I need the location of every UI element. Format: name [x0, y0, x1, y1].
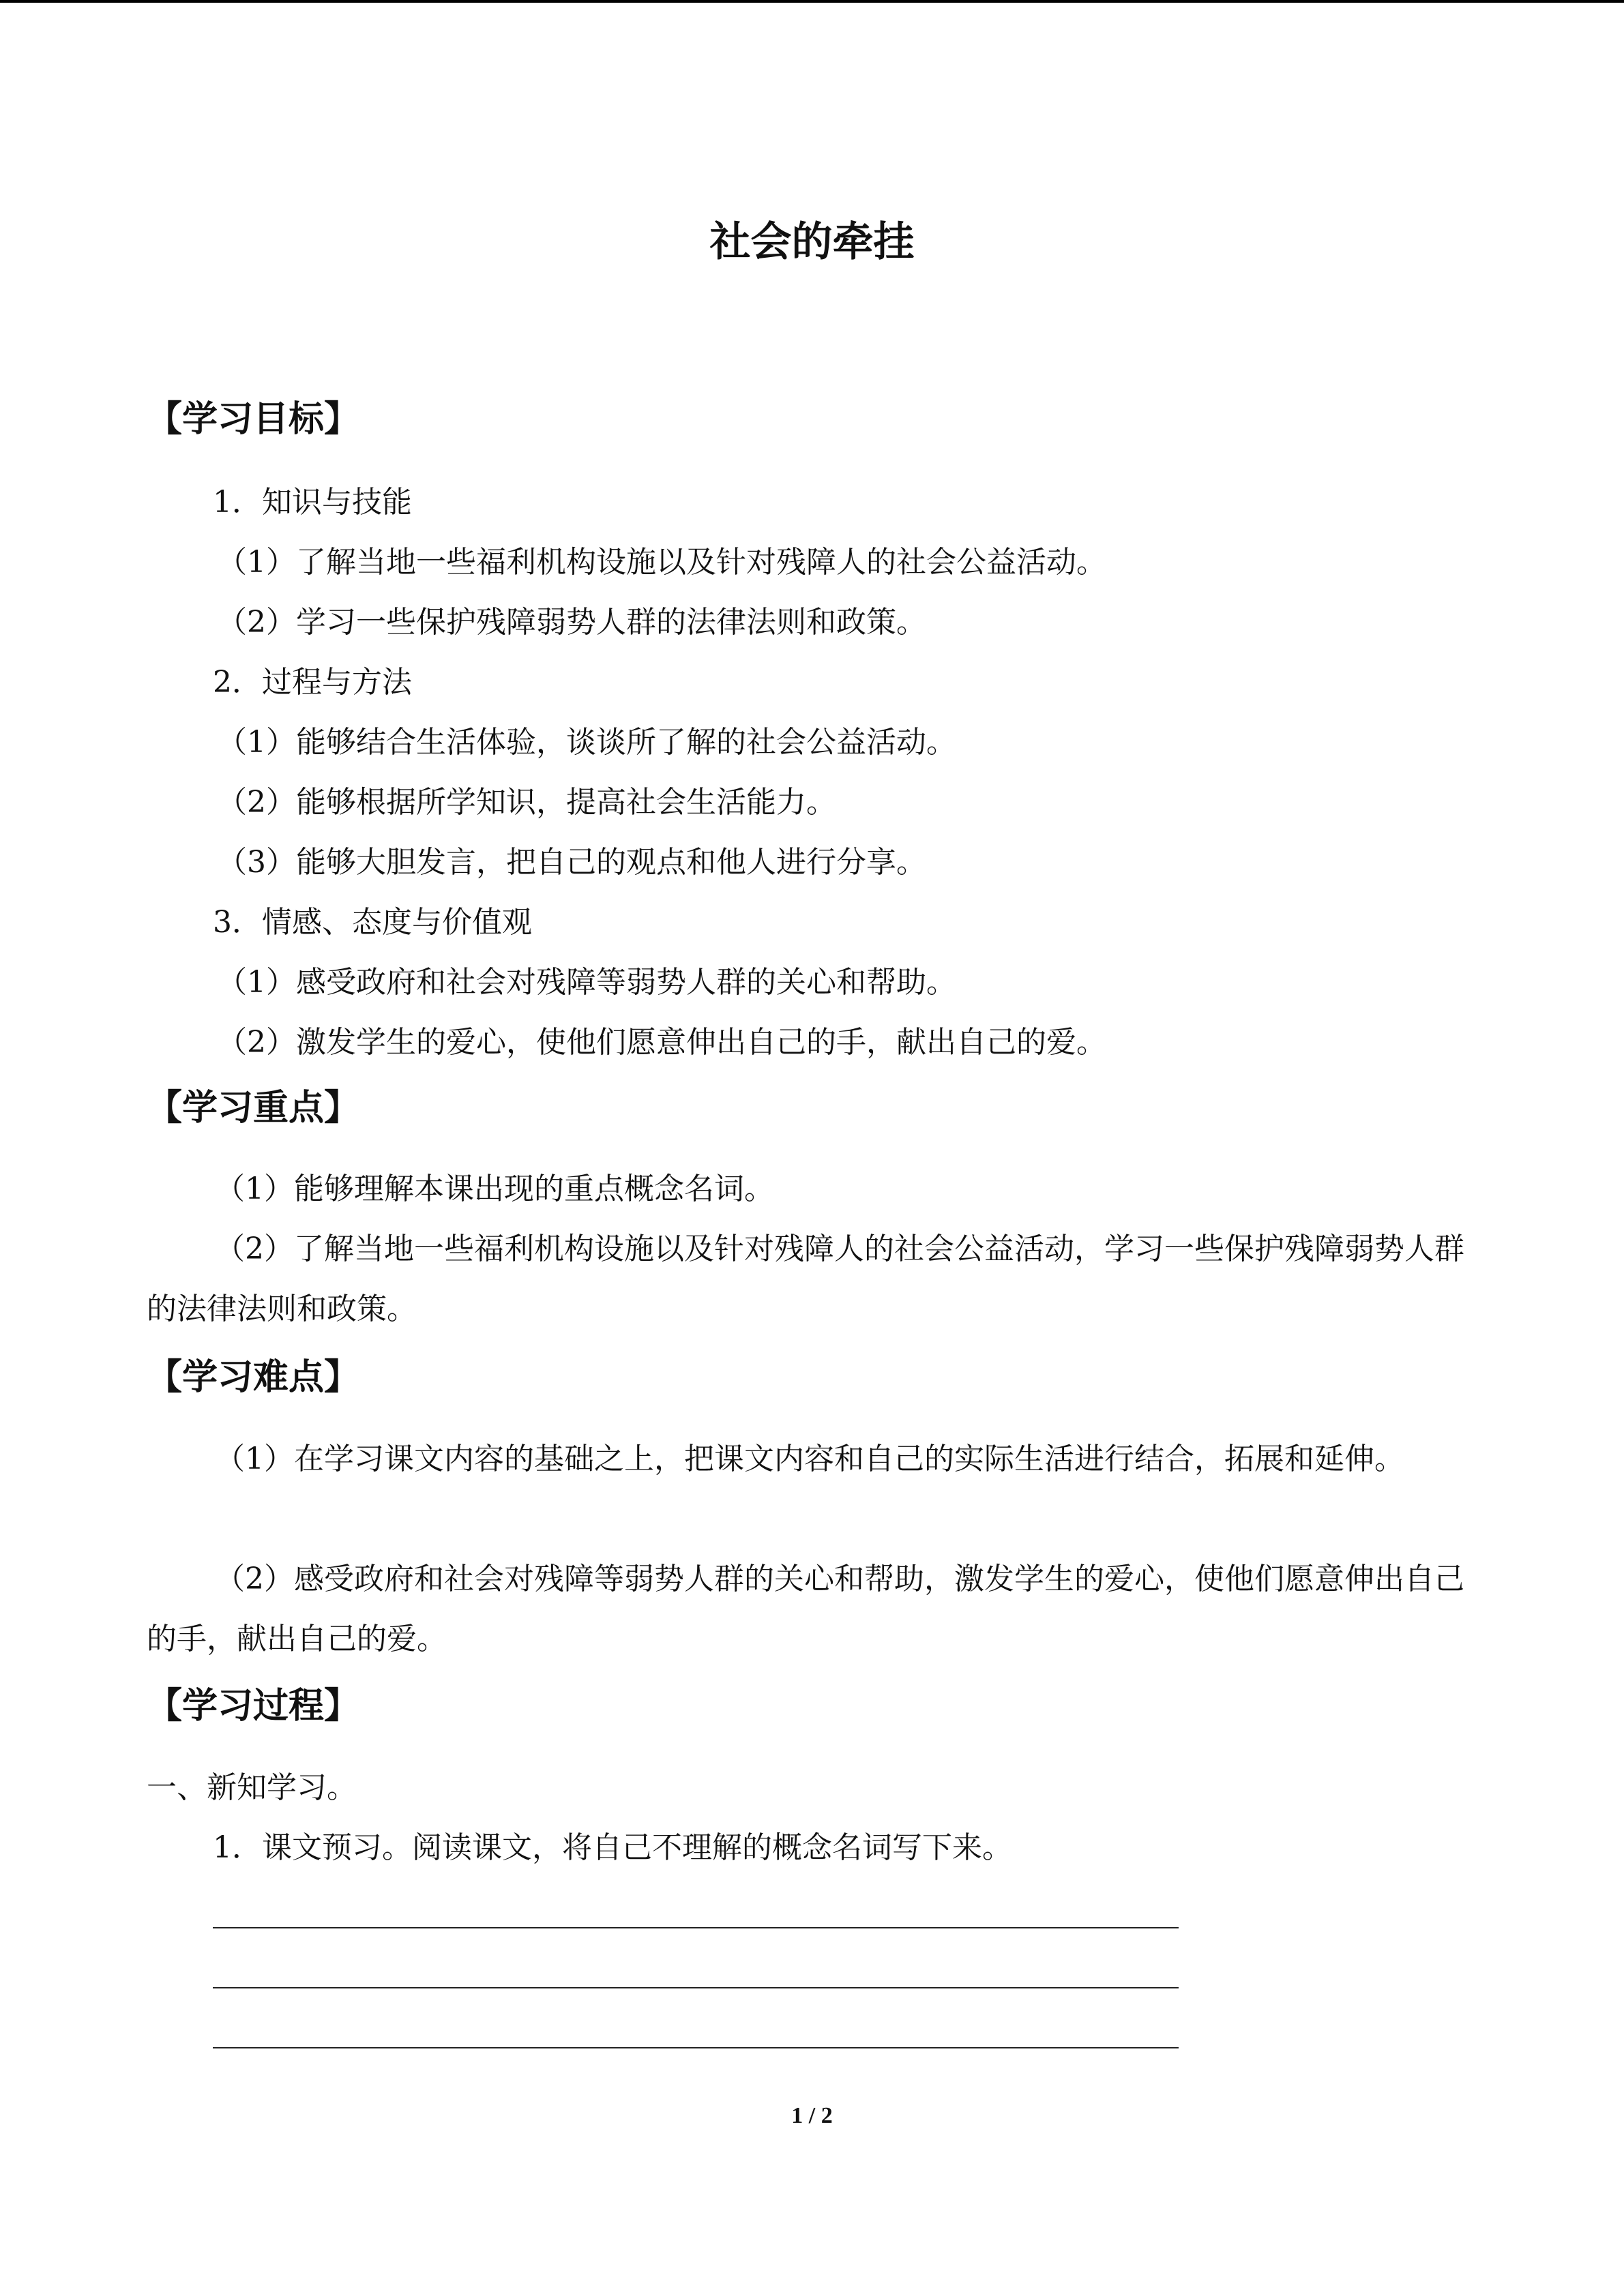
heading-difficulties: 【学习难点】	[147, 1357, 360, 1398]
objective-line: （2）学习一些保护残障弱势人群的法律法则和政策。	[217, 605, 926, 640]
key-point-item: （1）能够理解本课出现的重点概念名词。	[215, 1172, 774, 1206]
answer-blank-line	[213, 1927, 1179, 1928]
answer-blank-line	[213, 2047, 1179, 2048]
key-point-item: （2）了解当地一些福利机构设施以及针对残障人的社会公益活动，学习一些保护残障弱势人群的法律法则和政策。	[147, 1232, 1464, 1326]
objective-line: （3）能够大胆发言，把自己的观点和他人进行分享。	[217, 845, 926, 880]
process-task: 1．课文预习。阅读课文，将自己不理解的概念名词写下来。	[213, 1830, 1012, 1865]
objective-line: （1）能够结合生活体验，谈谈所了解的社会公益活动。	[217, 725, 956, 760]
objective-line: 2．过程与方法	[213, 665, 412, 700]
objective-line: （1）感受政府和社会对残障等弱势人群的关心和帮助。	[217, 965, 956, 1000]
heading-objectives: 【学习目标】	[147, 399, 360, 440]
objective-line: （2）激发学生的爱心，使他们愿意伸出自己的手，献出自己的爱。	[217, 1025, 1106, 1060]
heading-process: 【学习过程】	[147, 1686, 360, 1727]
objective-line: （1）了解当地一些福利机构设施以及针对残障人的社会公益活动。	[217, 545, 1106, 580]
difficulty-item: （1）在学习课文内容的基础之上，把课文内容和自己的实际生活进行结合，拓展和延伸。	[215, 1442, 1404, 1476]
difficulty-item: （2）感受政府和社会对残障等弱势人群的关心和帮助，激发学生的爱心，使他们愿意伸出自己的手，献出自己的爱。	[147, 1562, 1464, 1656]
objective-line: 3．情感、态度与价值观	[213, 905, 532, 940]
page-number: 1 / 2	[791, 2103, 833, 2128]
document-title: 社会的牵挂	[709, 218, 915, 266]
process-part-label: 一、新知学习。	[147, 1770, 357, 1805]
heading-key-points: 【学习重点】	[147, 1088, 360, 1129]
objective-line: （2）能够根据所学知识，提高社会生活能力。	[217, 785, 836, 820]
objective-line: 1．知识与技能	[213, 485, 412, 520]
answer-blank-line	[213, 1987, 1179, 1988]
